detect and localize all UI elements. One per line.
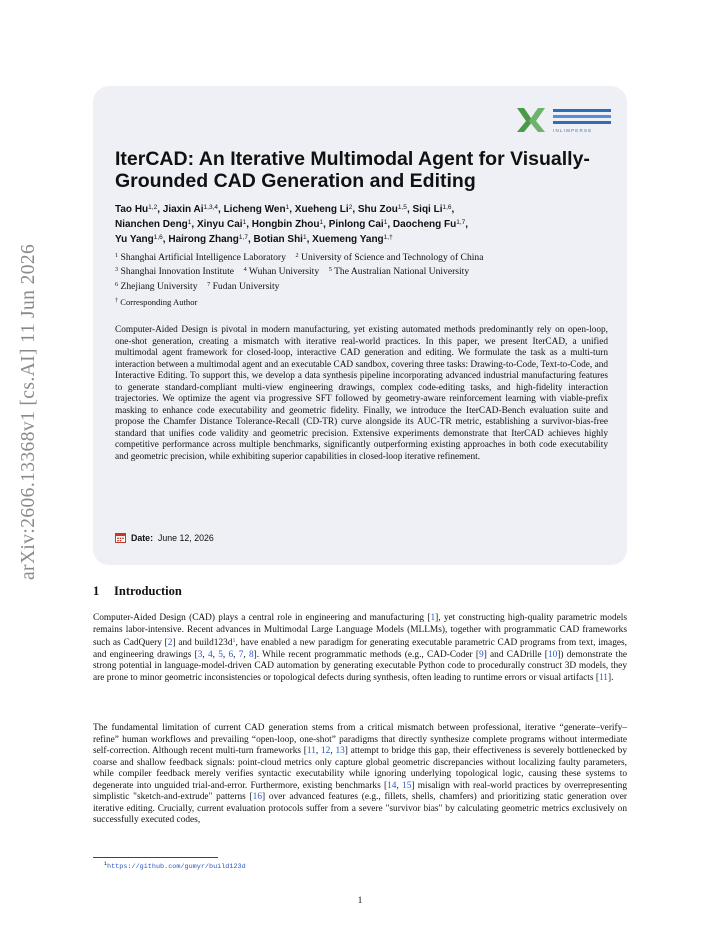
author-name: Botian Shi — [253, 234, 303, 246]
institution-logo-icon — [515, 104, 615, 136]
affil-name: The Australian National University — [331, 266, 470, 278]
corresponding-author-note: † Corresponding Author — [115, 297, 198, 307]
paragraph-text: , — [315, 746, 321, 756]
citation-link[interactable]: 2 — [167, 638, 173, 648]
paragraph-text: , — [202, 649, 208, 660]
affil-number: 5 — [328, 266, 332, 274]
affil-number: 7 — [207, 280, 211, 288]
author-name: Tao Hu — [115, 204, 149, 215]
author-name: Shu Zou — [357, 204, 398, 215]
footnote-ref[interactable]: 1 — [232, 638, 236, 644]
paragraph-text: ]. — [607, 672, 614, 683]
affil-name: Fudan University — [210, 280, 280, 292]
date-label: Date: — [131, 532, 153, 543]
author-name: Xuemeng Yang — [312, 234, 384, 246]
paragraph-text: ] attempt to bridge this gap, their effectiveness is severely bottlenecked by coarse and shallow feedback signals: point-cloud metrics only capture global geometric discrepancies without localizing faulty parameters, while compiler feedback merely verifies syntactic executability while ignoring underlying topological logic, causing these systems to degenerate into unguided trial-and-error. Furthermore, existing benchmarks [ — [93, 746, 627, 791]
author-affil-mark: 1,7 — [456, 219, 466, 227]
citation-link[interactable]: 15 — [402, 780, 412, 791]
author-affil-mark: 1 — [187, 219, 192, 227]
affil-name: Zhejiang University — [118, 280, 198, 292]
footnote-rule — [93, 857, 218, 858]
author-name: Siqi Li — [412, 204, 443, 215]
affil-name: Shanghai Artificial Intelligence Laboratory — [118, 252, 286, 263]
affil-number: 2 — [295, 252, 299, 259]
author-affil-mark: 1 — [319, 219, 324, 227]
footnote: $^1$https://github.com/gumyr/build123d — [104, 861, 246, 871]
paragraph-text: , — [243, 649, 249, 660]
affil-number: 6 — [115, 280, 119, 288]
citation-link[interactable]: 10 — [547, 649, 558, 660]
affil-number: 3 — [115, 266, 119, 274]
author-name: Hongbin Zhou — [251, 219, 320, 231]
paragraph-text: ] over advanced features (e.g., fillets, shells, chamfers) and prioritizing static generation over iterative editing. Crucially, current evaluation protocols suffer from a severe "survivor bias" by calculating geometric metrics exclusively on successfully executed codes, — [93, 792, 627, 825]
author-name: Daocheng Fu — [392, 219, 457, 231]
author-affil-mark: 1,3,4 — [203, 204, 218, 211]
calendar-icon — [115, 532, 126, 543]
author-affil-mark: 1,6 — [153, 234, 163, 242]
logo-caption: I N L I M P E R S E — [553, 128, 592, 133]
author-name: Xinyu Cai — [196, 219, 243, 231]
author-affil-mark: 1 — [302, 234, 307, 242]
citation-link[interactable]: 14 — [387, 780, 397, 791]
author-name: Jiaxin Ai — [162, 204, 204, 215]
date-line — [115, 532, 214, 543]
intro-paragraph-1 — [93, 613, 627, 684]
author-affil-mark: 1,7 — [238, 234, 248, 242]
title-card — [93, 86, 627, 565]
citation-link[interactable]: 11 — [598, 672, 608, 683]
paragraph-text: ]) demonstrate the strong potential in language-model-driven CAD automation by generating executable Python code to procedurally construct 3D models, they are prone to minor geometric inconsistencies or topological defects during synthesis, often leading to runtime errors or visual artifacts [ — [93, 649, 628, 683]
author-list: Tao Hu$^{1,2}$, Jiaxin Ai$^{1,3,4}$, Licheng Wen$^1$, Xueheng Li$^2$, Shu Zou$^{1,5}$, Siqi Li$^{1,6}$, Nianchen Deng$^1$, Xinyu Cai$^1$, Hongbin Zhou$^1$, Pinlong Cai$^1$, Daocheng Fu$^{1,7}$, Yu Yang$^{1,6}$, Hairong Zhang$^{1,7}$, Botian Shi$^1$, Xuemeng Yang$^{1,\dagger}$ — [115, 204, 469, 246]
paragraph-text: ] and CADrille [ — [483, 649, 548, 660]
paragraph-text: , have enabled a new paradigm for generating executable parametric CAD programs from text, images, and engineering drawings [ — [93, 638, 627, 660]
citation-link[interactable]: 5 — [218, 649, 223, 660]
affil-number: 1 — [115, 252, 119, 259]
arxiv-side-stamp: arXiv:2606.13368v1 [cs.AI] 11 Jun 2026 — [18, 243, 39, 580]
paragraph-text: , — [396, 780, 403, 791]
paragraph-text: , — [330, 746, 336, 756]
paragraph-text: Computer-Aided Design (CAD) plays a central role in engineering and manufacturing [ — [93, 613, 431, 623]
citation-link[interactable]: 11 — [306, 746, 316, 756]
author-affil-mark: 1 — [285, 204, 290, 211]
citation-link[interactable]: 8 — [248, 649, 254, 660]
citation-link[interactable]: 12 — [321, 746, 331, 756]
author-affil-mark: 1,† — [383, 234, 393, 242]
affil-name: Shanghai Innovation Institute — [118, 266, 235, 278]
author-name: Licheng Wen — [223, 204, 286, 215]
affil-number: 4 — [243, 266, 247, 274]
section-heading: 1 Introduction — [93, 584, 182, 598]
affil-line-3 — [115, 279, 595, 293]
page-number: 1 — [357, 896, 363, 906]
author-name: Pinlong Cai — [328, 219, 384, 231]
citation-link[interactable]: 9 — [479, 649, 484, 660]
author-affil-mark: 2 — [348, 204, 353, 211]
paragraph-text: , — [233, 649, 239, 660]
author-affil-mark: 1 — [383, 219, 388, 227]
citation-link[interactable]: 6 — [228, 649, 234, 660]
author-name: Xueheng Li — [294, 204, 349, 215]
citation-link[interactable]: 16 — [252, 792, 263, 802]
citation-link[interactable]: 13 — [335, 746, 345, 756]
author-affil-mark: 1 — [242, 219, 247, 227]
paragraph-text: , — [222, 649, 229, 660]
affil-line-2 — [115, 264, 595, 278]
affil-name: University of Science and Technology of China — [298, 252, 484, 263]
author-name: Nianchen Deng — [115, 219, 188, 231]
author-name: Yu Yang — [115, 234, 154, 246]
abstract-text: Computer-Aided Design is pivotal in modern manufacturing, yet existing automated methods predominantly rely on open-loop, one-shot generation, creating a mismatch with iterative real-world practices. In this paper, we present IterCAD, a unified multimodal agent framework for closed-loop, interactive CAD generation and editing. We formulate the task as a multi-turn interaction between a multimodal agent and an executable CAD sandbox, covering three tasks: Drawing-to-Code, Text-to-Code, and Interactive Editing. To support this, we develop a data synthesis pipeline incorporating advanced industrial manufacturing features to generate standard-compliant multi-view engineering drawings, complex code-editing tasks, and high-fidelity interaction trajectories. We optimize the agent via progressive SFT followed by geometry-aware reinforcement learning with viable-prefix masking to enhance code executability and geometric fidelity. Finally, we introduce the IterCAD-Bench evaluation suite and propose the Chamfer Distance Tolerance-Recall (CD-TR) curve alongside its AUC-TR metric, establishing a survivor-bias-free standard that unifies code validity and geometric precision. Extensive experiments demonstrate that IterCAD achieves highly competitive performance across multiple benchmarks, significantly outperforming existing approaches in both code executability and geometric precision, while exhibiting superior capabilities in closed-loop iterative refinement. — [115, 325, 608, 463]
citation-link[interactable]: 3 — [197, 649, 203, 660]
paragraph-text: ]. While recent programmatic methods (e.g., CAD-Coder [ — [253, 649, 480, 660]
paragraph-text: The fundamental limitation of current CAD generation stems from a critical mismatch between professional, iterative “generate–verify–refine” human workflows and prevailing “open-loop, one-shot” paradigms that directly synthesize complete programs without intermediate self-correction. Although recent multi-turn frameworks [ — [93, 723, 627, 756]
affil-name: Wuhan University — [246, 266, 320, 278]
paragraph-text: , — [212, 649, 219, 660]
author-affil-mark: 1,6 — [442, 204, 452, 211]
affiliations — [115, 250, 595, 293]
citation-link[interactable]: 4 — [207, 649, 213, 660]
citation-link[interactable]: 7 — [238, 649, 244, 660]
date-value: June 12, 2026 — [158, 532, 214, 543]
author-affil-mark: 1,2 — [148, 204, 158, 211]
paragraph-text: ], yet constructing high-quality parametric models remains labor-intensive. Recent advances in Multimodal Large Language Models (MLLMs), together with programmatic CAD frameworks such as CadQuery [ — [93, 613, 627, 648]
intro-paragraph-2 — [93, 723, 627, 827]
author-affil-mark: 1,5 — [397, 204, 407, 211]
affil-line-1 — [115, 250, 595, 264]
paper-title: IterCAD: An Iterative Multimodal Agent for Visually-Grounded CAD Generation and Editing — [115, 148, 590, 192]
paragraph-text: ] and build123d — [172, 638, 233, 648]
footnote-link[interactable]: https://github.com/gumyr/build123d — [107, 863, 246, 871]
author-name: Hairong Zhang — [168, 234, 239, 246]
citation-link[interactable]: 1 — [430, 613, 436, 623]
paragraph-text: ] misalign with real-world practices by overrepresenting simplistic "sketch-and-extrude" patterns [ — [93, 780, 628, 802]
